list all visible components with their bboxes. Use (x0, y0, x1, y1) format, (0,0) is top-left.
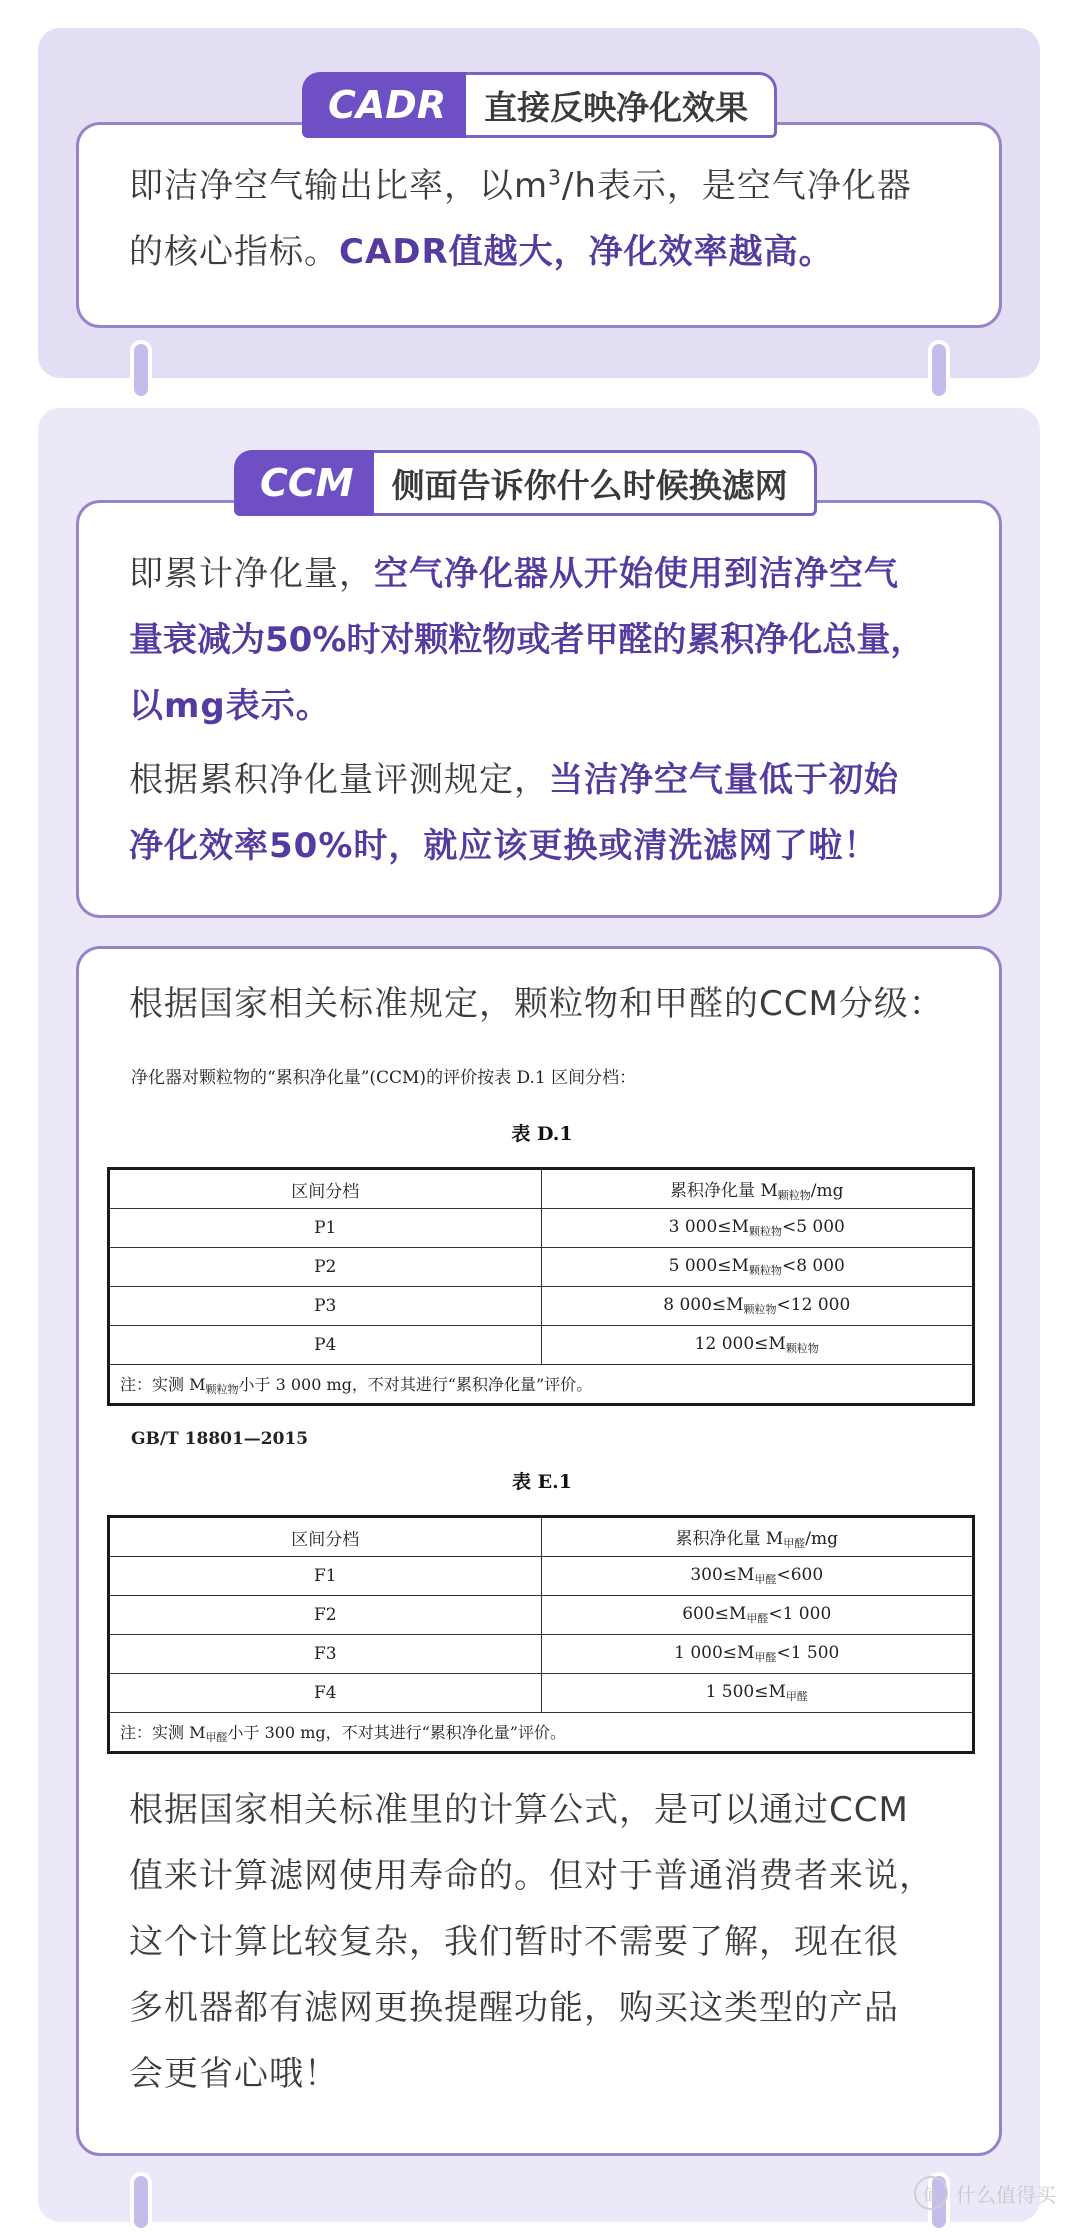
ccm-def-line-1: 即累计净化量，空气净化器从开始使用到洁净空气 (129, 554, 899, 594)
table-e1 (107, 1515, 975, 1754)
table-cell: 300≤M甲醛<600 (541, 1557, 974, 1596)
cadr-line-1: 即洁净空气输出比率，以$m^3/h$表示，是空气净化器 (129, 165, 912, 206)
cadr-tag-title: 直接反映净化效果 (466, 72, 777, 138)
table-cell: F4 (109, 1674, 542, 1713)
table-header-row (109, 1517, 974, 1557)
cadr-tag-accent: CADR (302, 72, 466, 138)
table-cell: F2 (109, 1596, 542, 1635)
table-cell: 3 000≤M颗粒物<5 000 (541, 1209, 974, 1248)
outro-line: 这个计算比较复杂，我们暂时不需要了解，现在很 (129, 1922, 899, 1962)
table-row (109, 1557, 974, 1596)
table-d1 (107, 1167, 975, 1406)
table-note-row (109, 1713, 974, 1753)
ccm-card (76, 500, 1002, 918)
table2-title: 表 E.1 (512, 1471, 572, 1493)
ccm-rule-line-2: 净化效率50%时，就应该更换或清洗滤网了啦！ (129, 826, 879, 866)
table-row (109, 1674, 974, 1713)
table-header-cell: 区间分档 (109, 1169, 542, 1209)
table-header-cell: 区间分档 (109, 1517, 542, 1557)
table-cell: P2 (109, 1248, 542, 1287)
table-cell: 1 000≤M甲醛<1 500 (541, 1635, 974, 1674)
table-cell: 5 000≤M颗粒物<8 000 (541, 1248, 974, 1287)
connector-left-top (130, 340, 152, 400)
ccm-tag (234, 450, 817, 516)
outro-line: 根据国家相关标准里的计算公式，是可以通过CCM (129, 1790, 909, 1830)
outro-line: 会更省心哦！ (129, 2054, 339, 2094)
table-row (109, 1248, 974, 1287)
outro-line: 值来计算滤网使用寿命的。但对于普通消费者来说， (129, 1856, 934, 1896)
table-cell: 12 000≤M颗粒物 (541, 1326, 974, 1365)
watermark-logo-icon: 值 (914, 2176, 948, 2210)
table-header-cell: 累积净化量 M颗粒物/mg (541, 1169, 974, 1209)
table-note-row (109, 1365, 974, 1405)
ccm-rule (129, 747, 979, 879)
ccm-tag-title: 侧面告诉你什么时候换滤网 (374, 450, 817, 516)
table-cell: P4 (109, 1326, 542, 1365)
ccm-tag-accent: CCM (234, 450, 374, 516)
table-header-row (109, 1169, 974, 1209)
table-cell: 1 500≤M甲醛 (541, 1674, 974, 1713)
ccm-def-line-2: 量衰减为50%时对颗粒物或者甲醛的累积净化总量， (129, 620, 925, 660)
table1-title: 表 D.1 (511, 1123, 573, 1145)
watermark-text: 什么值得买 (956, 2182, 1056, 2207)
ccm-def-line-3: 以mg表示。 (129, 686, 331, 726)
table-cell: P1 (109, 1209, 542, 1248)
table-row (109, 1287, 974, 1326)
ccm-definition (129, 541, 979, 739)
table-cell: 8 000≤M颗粒物<12 000 (541, 1287, 974, 1326)
watermark (914, 2176, 1056, 2210)
ccm-lifespan-note (129, 1777, 989, 2107)
table-row (109, 1596, 974, 1635)
cadr-card (76, 122, 1002, 328)
table-row (109, 1209, 974, 1248)
table-cell: 600≤M甲醛<1 000 (541, 1596, 974, 1635)
ccm-standard-card (76, 946, 1002, 2156)
ccm-rule-line-1: 根据累积净化量评测规定，当洁净空气量低于初始 (129, 760, 899, 800)
standard-id: GB/T 18801—2015 (131, 1429, 309, 1449)
table-note: 注：实测 M甲醛小于 300 mg，不对其进行“累积净化量”评价。 (109, 1713, 974, 1753)
cadr-description (129, 153, 969, 285)
table-cell: P3 (109, 1287, 542, 1326)
outro-line: 多机器都有滤网更换提醒功能，购买这类型的产品 (129, 1988, 899, 2028)
table-header-cell: 累积净化量 M甲醛/mg (541, 1517, 974, 1557)
cadr-line-2: 的核心指标。CADR值越大，净化效率越高。 (129, 232, 834, 272)
table-row (109, 1326, 974, 1365)
table-row (109, 1635, 974, 1674)
table-cell: F1 (109, 1557, 542, 1596)
ccm-standard-intro: 根据国家相关标准规定，颗粒物和甲醛的CCM分级： (129, 984, 944, 1024)
cadr-tag (302, 72, 777, 138)
table1-caption: 净化器对颗粒物的“累积净化量”(CCM)的评价按表 D.1 区间分档： (131, 1068, 637, 1088)
table-cell: F3 (109, 1635, 542, 1674)
connector-right-top (928, 340, 950, 400)
connector-left-bottom (130, 2172, 152, 2232)
table-note: 注：实测 M颗粒物小于 3 000 mg，不对其进行“累积净化量”评价。 (109, 1365, 974, 1405)
